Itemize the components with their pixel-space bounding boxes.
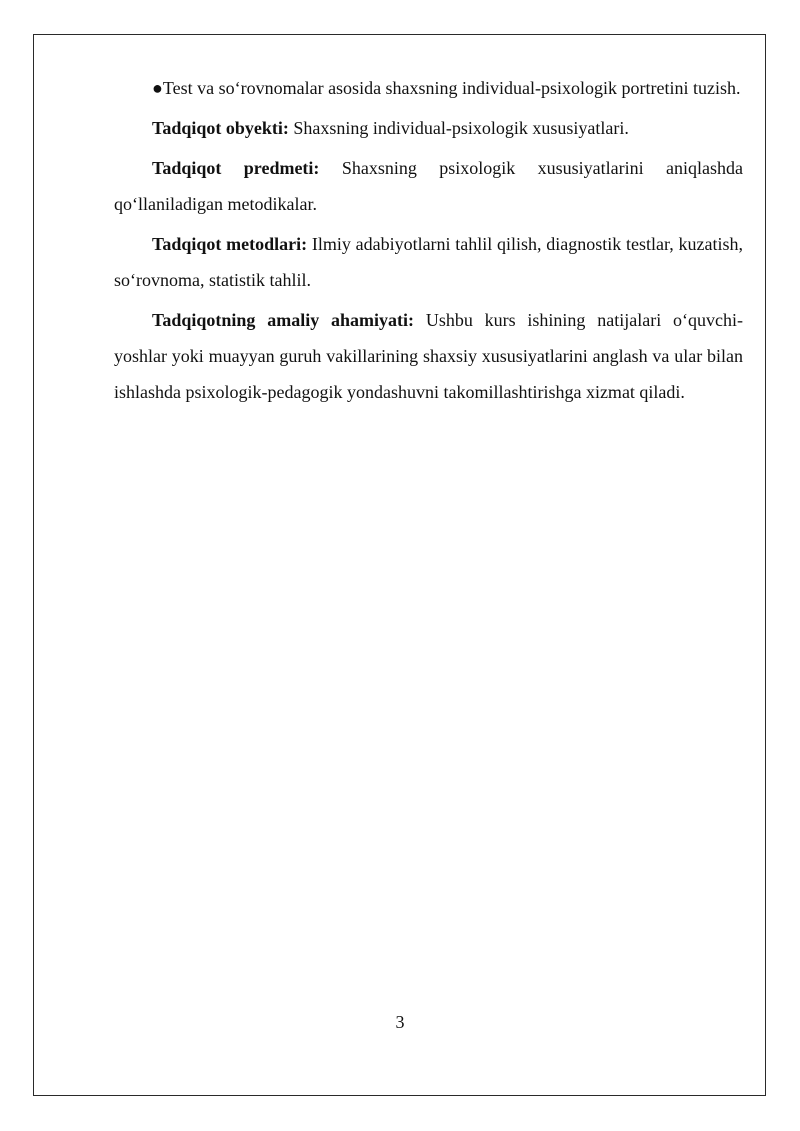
paragraph-text: Shaxsning individual-psixologik xususiyatlari. <box>288 118 629 138</box>
paragraph-text: Shaxsning psixologik xususiyatlarini aniqlashda qo‘llaniladigan metodikalar. <box>114 158 744 214</box>
bullet-marker: ● <box>152 78 163 98</box>
paragraph-label: Tadqiqot predmeti: <box>152 158 320 178</box>
paragraph-label: Tadqiqot obyekti: <box>152 118 289 138</box>
bullet-item <box>114 70 743 106</box>
document-body <box>114 70 743 410</box>
paragraph-text: Ilmiy adabiyotlarni tahlil qilish, diagnostik testlar, kuzatish, so‘rovnoma, statistik tahlil. <box>114 234 743 290</box>
bullet-text: Test va so‘rovnomalar asosida shaxsning individual-psixologik portretini tuzish. <box>162 78 741 98</box>
paragraph-practical-significance <box>114 302 743 410</box>
paragraph-research-object <box>114 110 743 146</box>
paragraph-research-subject <box>114 150 743 222</box>
page-number: 3 <box>395 1012 405 1032</box>
paragraph-label: Tadqiqotning amaliy ahamiyati: <box>152 310 415 330</box>
paragraph-research-methods <box>114 226 743 298</box>
paragraph-text: Ushbu kurs ishining natijalari o‘quvchi-yoshlar yoki muayyan guruh vakillarining shaxsiy xususiyatlarini anglash va ular bilan ishlashda psixologik-pedagogik yondashuvni takomillashtirishga xizmat qiladi. <box>114 310 743 402</box>
paragraph-label: Tadqiqot metodlari: <box>152 234 308 254</box>
